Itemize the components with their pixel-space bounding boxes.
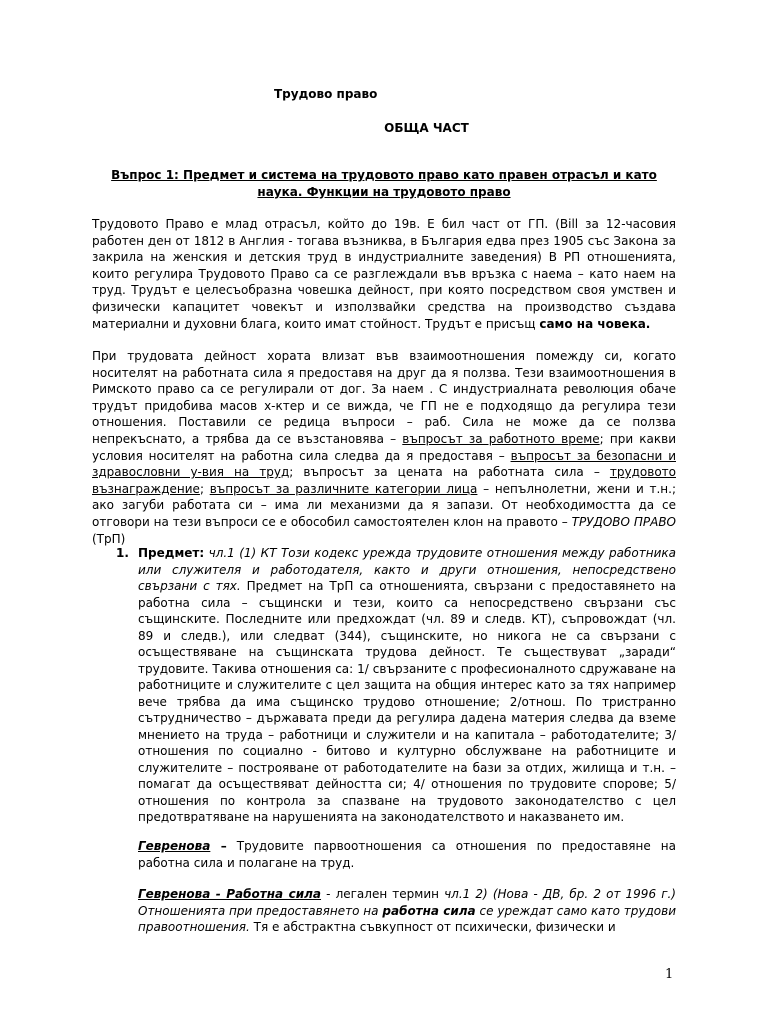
underlined-phrase: въпросът за различните категории лица [209, 481, 478, 496]
legal-quote: чл.1 2) (Нова - ДВ, бр. 2 от 1996 г.) Отношенията при предоставянето на [138, 887, 676, 918]
page-number: 1 [665, 967, 674, 982]
subparagraph-labor-force [138, 886, 676, 936]
list-item-label: Предмет: [138, 546, 205, 560]
question-heading: Въпрос 1: Предмет и система на трудовото право като правен отрасъл и като наука. Функции на трудовото право [111, 168, 657, 199]
paragraph-intro [92, 216, 676, 332]
list-item-subject [116, 545, 676, 826]
paragraph-text: Трудовото Право е млад отрасъл, който до 19в. Е бил част от ГП. (Bill за 12-часовия работен ден от 1812 в Англия - тогава възниква, в България едва през 1905 със Закона за закрила на женския и детския труд в индустриалните заведения) В РП отношенията, които регулира Трудовото Право са се разглеждали във връзка с наема – като наем на труд. Трудът е целесъобразна човешка дейност, при която посредством своя умствен и физически капацитет човекът и използвайки средства на производство създава материални и духовни блага, които имат стойност. Трудът е присъщ [92, 217, 676, 331]
underlined-phrase: трудовото възнаграждение [92, 465, 676, 496]
author-name: Гевренова [138, 839, 211, 853]
paragraph-text: ; [199, 481, 210, 496]
underlined-phrase: въпросът за работното време [402, 431, 600, 446]
list-item-body [138, 545, 676, 826]
paragraph-text: (ТрП) [92, 531, 126, 546]
legal-quote: се уреждат само като трудови правоотношения. [138, 903, 676, 935]
paragraph-text: При трудовата дейност хората влизат във взаимоотношения помежду си, когато носителят на работната сила я предоставя на друг да я ползва. Тези взаимоотношения в Римското право са се регулирали от дог. За наем . С индустриалната революция обаче трудът придобива масов х-ктер и се вижда, че ГП не е подходящо да регулира тези отношения. Поставили се редица въпроси – раб. Сила не може да се ползва непрекъснато, а трябва да се възстановява – [92, 349, 676, 446]
subparagraph-text: Тя е абстрактна съвкупност от психически, физически и [249, 920, 616, 935]
paragraph-text: – непълнолетни, жени и т.н.; ако загуби работата си – има ли механизми да я запази. От необходимостта да се отговори на тези въпроси се е обособил самостоятелен клон на правото – [92, 481, 676, 529]
bold-italic-phrase: работна сила [382, 903, 476, 918]
list-item-text: Предмет на ТрП са отношенията, свързани с предоставянето на работна сила – същински и тези, които са непосредствено свързани със същинските. Последните или предхождат (чл. 89 и следв. КТ), съпровождат (чл. 89 и следв.), или следват (344), същинските, но никога не са свързани с осъществяване на същинската трудова дейност. Те съществуват „заради“ трудовите. Такива отношения са: 1/ свързаните с професионалното сдружаване на работниците и служителите с цел защита на общия интерес като за тях например вече трябва да има същинско трудово отношение; 2/отнош. По тристранно сътрудничество – държавата преди да регулира дадена материя следва да вземе мнението на труда – работници и служители и на капитала – работодателите; 3/ отношения по социално - битово и културно обслужване на работниците и служителите – построяване от работодателите на бази за отдих, жилища и т.н. – помагат да осъществяват дейността си; 4/ отношения по трудовите спорове; 5/ отношения по контрола за спазване на трудовото законодателство с цел предотвратяване на нарушенията на законодателството и наказването им. [138, 579, 676, 824]
subparagraph-heading: Гевренова - Работна сила [138, 887, 322, 901]
underlined-phrase: въпросът за безопасни и здравословни у-вия на труд [92, 448, 676, 480]
legal-quote: чл.1 (1) КТ Този кодекс урежда трудовите отношения между работника или служителя и работодателя, както и други отношения, непосредствено свързани с тях. [138, 546, 676, 593]
bold-phrase: само на човека. [539, 316, 651, 331]
document-title: Трудово право [274, 87, 378, 101]
subparagraph-text: Трудовите парвоотношения са отношения по предоставяне на работна сила и полагане на труд. [138, 839, 676, 870]
subparagraph-text: - легален термин [321, 887, 445, 901]
list-number: 1. [116, 546, 129, 560]
italic-phrase: ТРУДОВО ПРАВО [571, 514, 676, 529]
paragraph-text: ; въпросът за цената на работната сила – [289, 465, 610, 480]
paragraph-text: ; при какви условия носителят на работна сила следва да я предоставя – [92, 431, 677, 463]
subparagraph-definition [138, 838, 676, 871]
paragraph-history [92, 348, 676, 547]
dash: – [210, 839, 227, 853]
section-subtitle: ОБЩА ЧАСТ [384, 121, 469, 135]
